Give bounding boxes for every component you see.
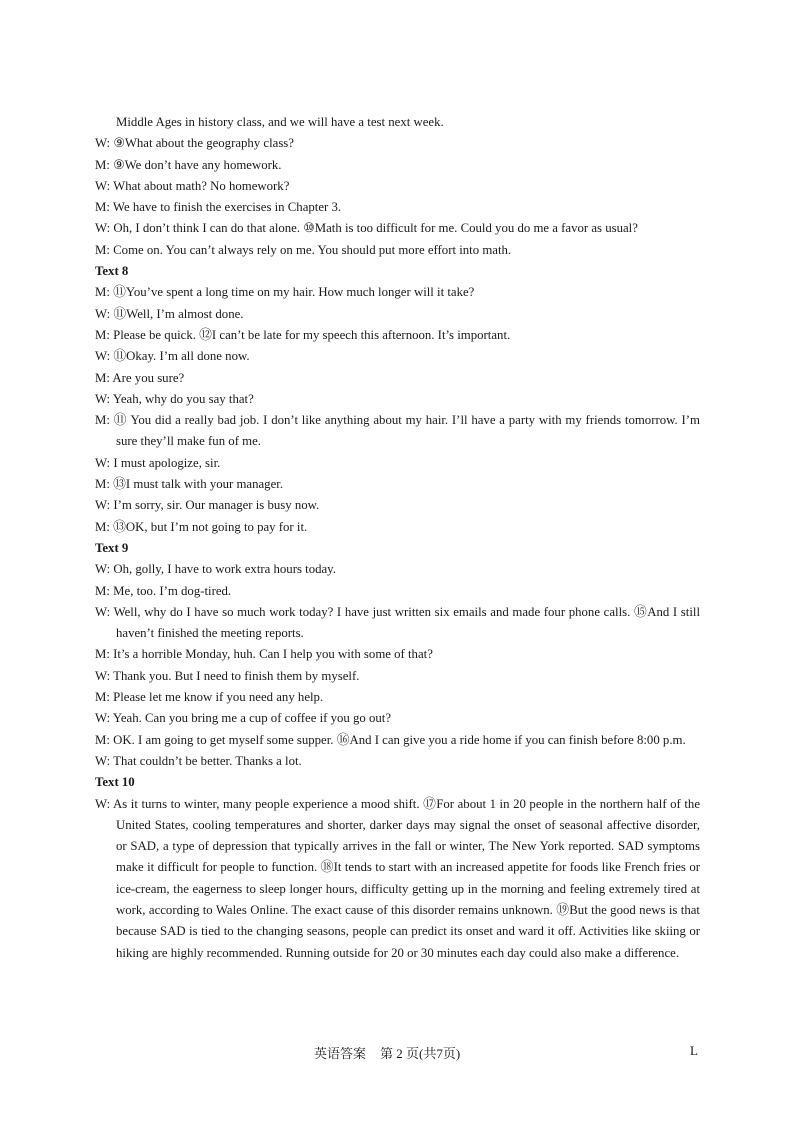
dialogue-line: W: What about math? No homework?	[95, 178, 290, 193]
dialogue-line: M: Me, too. I’m dog-tired.	[95, 583, 232, 598]
dialogue-line: W: I must apologize, sir.	[95, 455, 221, 470]
dialogue-line: M: Please let me know if you need any help.	[95, 690, 324, 705]
dialogue-paragraph: W: As it turns to winter, many people experience a mood shift. ⑰For about 1 in 20 people in the northern half of the United States, cooling temperatures and shorter, darker days may signal the onset of seasonal affective disorder, or SAD, a type of depression that typically arrives in the fall or winter, The New York reported. SAD symptoms make it difficult for people to function. ⑱It tends to start with an increased appetite for foods like French fries or ice-cream, the eagerness to sleep longer hours, difficulty getting up in the morning and feeling extremely tired at work, according to Wales Online. The exact cause of this disorder remains unknown. ⑲But the good news is that because SAD is tied to the changing seasons, people can predict its onset and ward it off. Activities like skiing or hiking are highly recommended. Running outside for 20 or 30 minutes each day could also make a difference.	[95, 796, 700, 960]
dialogue-line: M: Please be quick. ⑫I can’t be late for my speech this afternoon. It’s important.	[95, 327, 511, 342]
dialogue-line: M: ⑬OK, but I’m not going to pay for it.	[95, 519, 308, 534]
dialogue-line: M: Are you sure?	[95, 370, 185, 385]
dialogue-line: M: ⑪You’ve spent a long time on my hair. How much longer will it take?	[95, 285, 475, 300]
dialogue-line: W: Thank you. But I need to finish them by myself.	[95, 668, 360, 683]
dialogue-line: W: ⑨What about the geography class?	[95, 136, 294, 151]
section-heading: Text 10	[95, 775, 135, 790]
section-heading: Text 8	[95, 264, 129, 279]
dialogue-line: W: Oh, I don’t think I can do that alone. ⑩Math is too difficult for me. Could you do me a favor as usual?	[95, 221, 638, 236]
dialogue-line: W: Oh, golly, I have to work extra hours today.	[95, 562, 336, 577]
dialogue-continuation: Middle Ages in history class, and we will have a test next week.	[116, 115, 444, 129]
footer-subject: 英语答案	[314, 1046, 367, 1061]
section-heading: Text 9	[95, 540, 129, 555]
dialogue-line: W: ⑪Okay. I’m all done now.	[95, 349, 250, 364]
dialogue-line: M: It’s a horrible Monday, huh. Can I help you with some of that?	[95, 647, 433, 662]
dialogue-line: W: ⑪Well, I’m almost done.	[95, 306, 244, 321]
dialogue-line: W: That couldn’t be better. Thanks a lot.	[95, 753, 302, 768]
footer-page-number: 第 2 页(共7页)	[380, 1046, 461, 1061]
dialogue-line: W: Yeah, why do you say that?	[95, 391, 254, 406]
dialogue-line: W: Yeah. Can you bring me a cup of coffee if you go out?	[95, 711, 392, 726]
dialogue-line: W: I’m sorry, sir. Our manager is busy now.	[95, 498, 320, 513]
dialogue-paragraph: M: ⑪ You did a really bad job. I don’t like anything about my hair. I’ll have a party with my friends tomorrow. I’m sure they’ll make fun of me.	[95, 413, 700, 449]
footer-page-info	[314, 1043, 474, 1062]
dialogue-line: M: ⑬I must talk with your manager.	[95, 477, 284, 492]
dialogue-paragraph: W: Well, why do I have so much work today? I have just written six emails and made four phone calls. ⑮And I still haven’t finished the meeting reports.	[95, 604, 700, 641]
dialogue-line: M: We have to finish the exercises in Chapter 3.	[95, 200, 342, 215]
dialogue-line: M: ⑨We don’t have any homework.	[95, 157, 282, 172]
document-body	[95, 112, 700, 964]
dialogue-line: M: Come on. You can’t always rely on me. You should put more effort into math.	[95, 242, 512, 257]
footer-version-mark: L	[690, 1043, 698, 1058]
dialogue-paragraph: M: OK. I am going to get myself some supper. ⑯And I can give you a ride home if you can finish before 8:00 p.m.	[95, 732, 686, 747]
